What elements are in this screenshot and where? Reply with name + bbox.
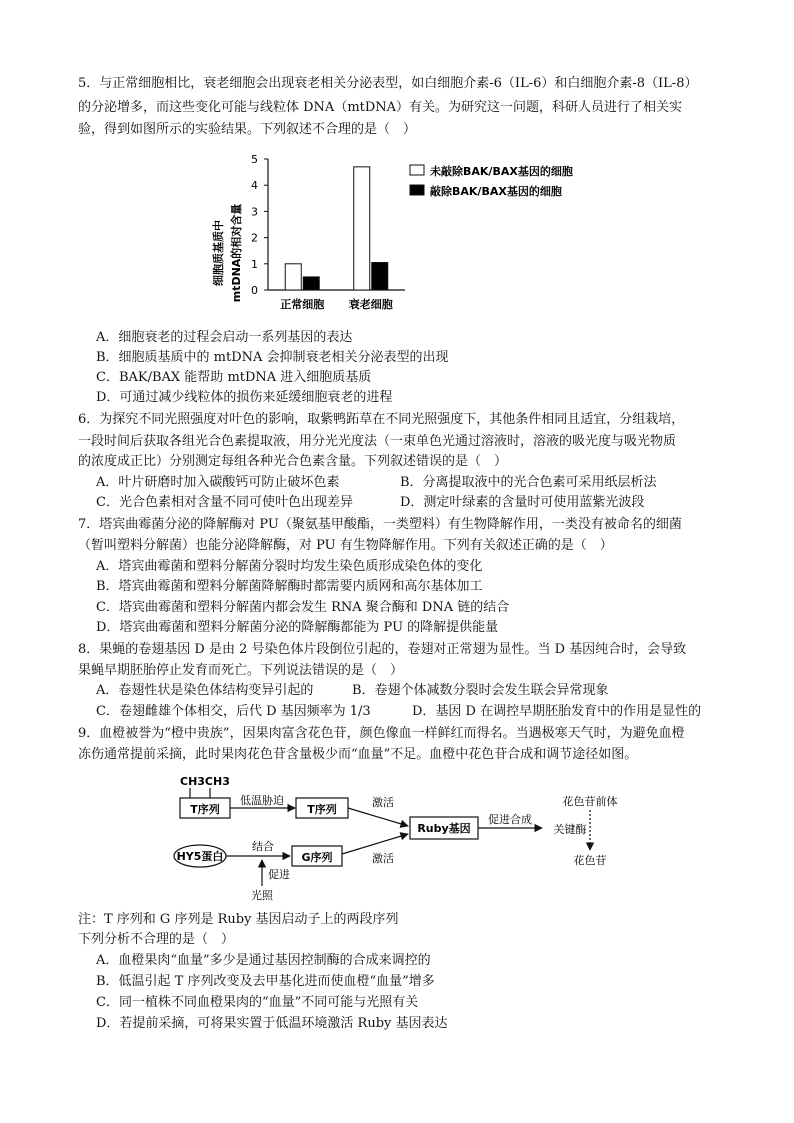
ruby-gene-label: Ruby基因 [417, 822, 471, 835]
bar [372, 262, 388, 290]
q9-prompt: 下列分析不合理的是（ ） [78, 932, 235, 947]
legend-swatch [410, 165, 424, 175]
q7-option-a: A．塔宾曲霉菌和塑料分解菌分裂时均发生染色质形成染色体的变化 [96, 559, 483, 574]
q5-stem-line-3: 验，得到如图所示的实验结果。下列叙述不合理的是（ ） [78, 122, 417, 137]
q6-stem-line-2: 一段时间后获取各组光合色素提取液，用分光光度法（一束单色光通过溶液时，溶液的吸光度与吸光物质 [78, 434, 677, 449]
chart-bars [280, 167, 393, 311]
q8-option-b: B．卷翅个体减数分裂时会发生联会异常现象 [352, 683, 609, 698]
legend-label: 未敲除BAK/BAX基因的细胞 [430, 165, 573, 178]
anthocyanin-label: 花色苷 [573, 854, 607, 867]
legend-label: 敲除BAK/BAX基因的细胞 [430, 185, 562, 198]
q9-note: 注：T 序列和 G 序列是 Ruby 基因启动子上的两段序列 [78, 912, 399, 927]
q9-option-b: B．低温引起 T 序列改变及去甲基化进而使血橙“血量”增多 [96, 974, 435, 989]
x-category-label: 衰老细胞 [348, 298, 393, 311]
g-sequence-label: G序列 [301, 851, 333, 864]
y-tick-label: 1 [251, 257, 258, 271]
chart-legend [410, 164, 573, 198]
y-axis-label-line-1: 细胞质基质中 [212, 220, 225, 286]
q7-option-c: C．塔宾曲霉菌和塑料分解菌内都会发生 RNA 聚合酶和 DNA 链的结合 [96, 600, 510, 615]
q8-option-a: A．卷翅性状是染色体结构变异引起的 [96, 683, 314, 698]
q9-stem-line-2: 冻伤通常提前采摘，此时果肉花色苷含量极少而“血量”不足。血橙中花色苷合成和调节途径如图。 [78, 747, 638, 762]
q7-stem-line-2: （暂叫塑料分解菌）也能分泌降解酶，对 PU 有生物降解作用。下列有关叙述正确的是（ ） [78, 538, 613, 553]
q5-option-d: D．可通过减少线粒体的损伤来延缓细胞衰老的进程 [96, 390, 393, 405]
q9-option-d: D．若提前采摘，可将果实置于低温环境激活 Ruby 基因表达 [96, 1016, 448, 1031]
q6-stem-line-3: 的浓度成正比）分别测定每组各种光合色素含量。下列叙述错误的是（ ） [78, 454, 508, 469]
mtdna-bar-chart [200, 145, 620, 323]
anthocyanin-precursor-label: 花色苷前体 [562, 795, 618, 808]
y-axis-label-line-2: mtDNA的相对含量 [230, 203, 243, 303]
q6-option-a: A．叶片研磨时加入碳酸钙可防止破坏色素 [96, 475, 340, 490]
light-label: 光照 [251, 889, 273, 902]
q6-option-b: B．分离提取液中的光合色素可采用纸层析法 [400, 475, 657, 490]
q5-option-c: C．BAK/BAX 能帮助 mtDNA 进入细胞质基质 [96, 370, 372, 385]
activate-label-2: 激活 [372, 852, 394, 865]
y-tick-label: 5 [251, 153, 258, 166]
legend-swatch [410, 185, 424, 195]
y-tick-label: 2 [251, 231, 258, 245]
q6-option-c: C．光合色素相对含量不同可使叶色出现差异 [96, 495, 353, 510]
q5-option-a: A．细胞衰老的过程会启动一系列基因的表达 [96, 330, 353, 345]
q9-option-c: C．同一植株不同血橙果肉的“血量”不同可能与光照有关 [96, 995, 419, 1010]
q6-option-d: D．测定叶绿素的含量时可使用蓝紫光波段 [400, 495, 645, 510]
q8-option-c: C．卷翅雌雄个体相交，后代 D 基因频率为 1/3 [96, 704, 371, 719]
bind-label: 结合 [252, 840, 274, 853]
t-sequence-label-2: T序列 [307, 803, 337, 816]
q8-stem-line-1: 8．果蝇的卷翅基因 D 是由 2 号染色体片段倒位引起的，卷翅对正常翅为显性。当 D 基因纯合时，会导致 [78, 642, 687, 657]
q9-stem-line-1: 9．血橙被誉为“橙中贵族”，因果肉富含花色苷，颜色像血一样鲜红而得名。当遇极寒天气时，为避免血橙 [78, 726, 685, 741]
key-enzyme-label: 关键酶 [553, 823, 587, 836]
q7-stem-line-1: 7．塔宾曲霉菌分泌的降解酶对 PU（聚氨基甲酸酯，一类塑料）有生物降解作用，一类没有被命名的细菌 [78, 517, 682, 532]
q7-option-d: D．塔宾曲霉菌和塑料分解菌分泌的降解酶都能为 PU 的降解提供能量 [96, 620, 499, 635]
x-category-label: 正常细胞 [280, 298, 325, 311]
bar [303, 277, 319, 290]
q6-stem-line-1: 6．为探究不同光照强度对叶色的影响，取紫鸭跖草在不同光照强度下，其他条件相同且适宜，分组栽培， [78, 412, 685, 427]
q5-stem-line-1: 5．与正常细胞相比，衰老细胞会出现衰老相关分泌表型，如白细胞介素-6（IL-6）和白细胞介素-8（IL-8） [78, 76, 698, 91]
q7-option-b: B．塔宾曲霉菌和塑料分解菌降解酶时都需要内质网和高尔基体加工 [96, 579, 483, 594]
activate-label-1: 激活 [372, 796, 394, 809]
t-sequence-label: T序列 [190, 803, 220, 816]
methyl-label: CH3CH3 [180, 775, 230, 788]
promote-synthesis-label: 促进合成 [488, 813, 532, 826]
bar [354, 167, 370, 290]
bar [285, 264, 301, 290]
q9-option-a: A．血橙果肉“血量”多少是通过基因控制酶的合成来调控的 [96, 953, 431, 968]
q8-option-d: D．基因 D 在调控早期胚胎发育中的作用是显性的 [412, 704, 702, 719]
q5-stem-line-2: 的分泌增多，而这些变化可能与线粒体 DNA（mtDNA）有关。为研究这一问题，科研人员进行了相关实 [78, 100, 683, 115]
y-tick-label: 0 [251, 284, 258, 297]
hy5-protein-label: HY5蛋白 [176, 850, 224, 863]
promote-label: 促进 [268, 868, 290, 881]
q8-stem-line-2: 果蝇早期胚胎停止发育而死亡。下列说法错误的是（ ） [78, 663, 404, 678]
y-tick-label: 3 [251, 205, 258, 219]
anthocyanin-pathway-diagram [170, 768, 650, 903]
low-temperature-label: 低温胁迫 [240, 794, 284, 807]
q5-option-b: B．细胞质基质中的 mtDNA 会抑制衰老相关分泌表型的出现 [96, 350, 449, 365]
y-tick-label: 4 [251, 179, 258, 193]
